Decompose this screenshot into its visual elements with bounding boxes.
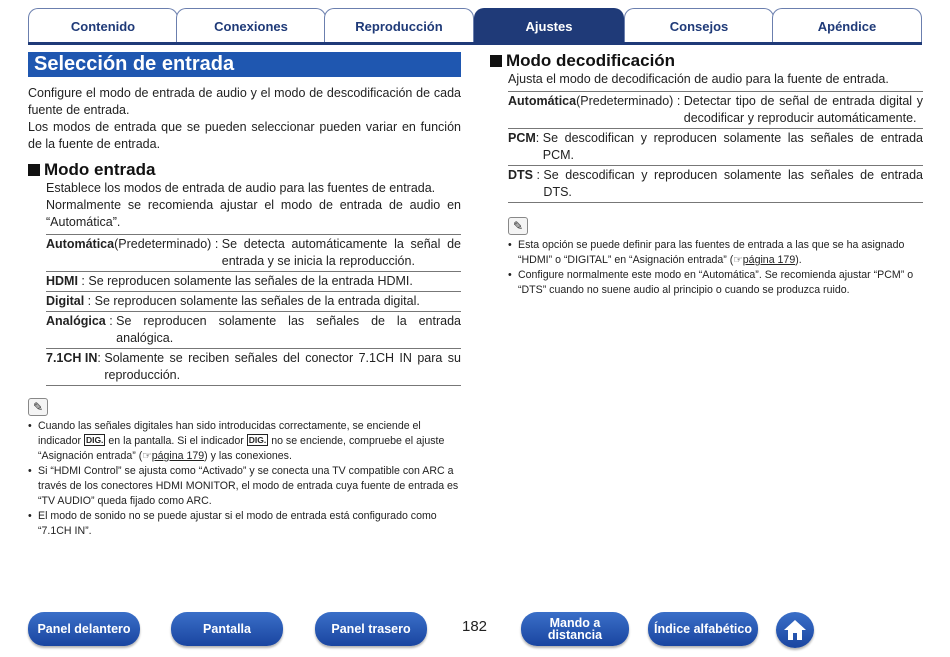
option-row (46, 349, 461, 386)
option-term: Automática (46, 237, 115, 251)
mando-label-line-1: Mando a (549, 616, 601, 630)
home-button[interactable] (776, 612, 814, 648)
panel-trasero-button[interactable]: Panel trasero (315, 612, 427, 646)
page-link[interactable]: página 179 (742, 254, 796, 266)
hand-pointer-icon: ☞ (142, 450, 152, 462)
dig-indicator-badge: DIG. (85, 435, 104, 445)
option-desc: Se reproducen solamente las señales de la entrada analógica. (116, 314, 461, 345)
modo-decodificacion-heading-text: Modo decodificación (506, 51, 676, 70)
mode-entrada-desc-1: Establece los modos de entrada de audio para las fuentes de entrada. (46, 181, 436, 195)
mode-entrada-heading-text: Modo entrada (44, 160, 156, 179)
option-row (46, 292, 461, 312)
option-note: (Predeterminado) (576, 94, 674, 108)
option-separator: : (105, 314, 117, 328)
left-column (28, 52, 461, 539)
option-term: Digital (46, 294, 85, 308)
option-row (508, 129, 923, 166)
notes-list (508, 238, 923, 298)
hand-pointer-icon: ☞ (733, 254, 743, 266)
notes-list (28, 419, 461, 539)
option-row (508, 92, 923, 129)
option-separator: : (673, 94, 684, 108)
mode-entrada-desc-2: Normalmente se recomienda ajustar el modo de entrada de audio en “Automática”. (46, 198, 461, 229)
note-item: • Configure normalmente este modo en “Automática”. Se recomienda ajustar “PCM” o “DTS” cuando no suene audio al principio o cuando se produzca ruido. (508, 268, 923, 298)
option-term: DTS (508, 168, 533, 182)
pantalla-button[interactable]: Pantalla (171, 612, 283, 646)
tab-contenido[interactable]: Contenido (28, 8, 178, 44)
right-column (490, 52, 923, 298)
option-desc: Se reproducen solamente las señales de la entrada digital. (94, 294, 420, 308)
option-term: HDMI (46, 274, 78, 288)
mando-label-line-2: distancia (547, 628, 603, 642)
option-separator: : (211, 237, 222, 251)
tab-reproduccion[interactable]: Reproducción (324, 8, 474, 44)
note-item: • El modo de sonido no se puede ajustar si el modo de entrada está configurado como “7.1CH IN”. (28, 509, 461, 539)
option-separator: : (97, 351, 105, 365)
tab-ajustes[interactable]: Ajustes (474, 8, 624, 44)
dig-indicator-badge: DIG. (248, 435, 267, 445)
pencil-icon: ✎ (28, 398, 48, 416)
option-row (46, 235, 461, 272)
option-separator: : (77, 274, 89, 288)
option-desc: Se descodifican y reproducen solamente las señales de entrada DTS. (543, 168, 923, 199)
option-row (508, 166, 923, 203)
tab-consejos[interactable]: Consejos (624, 8, 774, 44)
modo-decodificacion-desc: Ajusta el modo de decodificación de audio para la fuente de entrada. (508, 72, 889, 86)
square-bullet-icon (490, 55, 502, 67)
pencil-icon: ✎ (508, 217, 528, 235)
tab-underline (28, 42, 922, 45)
note-item: • Esta opción se puede definir para las fuentes de entrada a las que se ha asignado “HDMI” o “DIGITAL” en “Asignación entrada” (☞página 179). (508, 238, 923, 268)
option-term: Automática (508, 94, 577, 108)
option-separator: : (533, 168, 544, 182)
option-desc: Detectar tipo de señal de entrada digital y decodificar y reproducir automáticamente. (683, 94, 923, 125)
option-separator: : (535, 131, 543, 145)
note-item: • Si “HDMI Control” se ajusta como “Activado” y se conecta una TV compatible con ARC a través de los conectores HDMI MONITOR, el modo de entrada cuya fuente de entrada es “TV AUDIO” queda fijado como ARC. (28, 464, 461, 509)
indice-alfabetico-button[interactable]: Índice alfabético (648, 612, 758, 646)
option-note: (Predeterminado) (114, 237, 212, 251)
section-title: Selección de entrada (28, 52, 461, 77)
option-desc: Se descodifican y reproducen solamente las señales de entrada PCM. (542, 131, 923, 162)
option-row (46, 312, 461, 349)
home-icon (782, 618, 808, 642)
option-term: 7.1CH IN (46, 351, 98, 365)
square-bullet-icon (28, 164, 40, 176)
modo-decodificacion-options (508, 91, 923, 203)
note-item: • Cuando las señales digitales han sido introducidas correctamente, se enciende el indicador DIG. en la pantalla. Si el indicador DIG. no se enciende, compruebe el ajuste “Asignación entrada” (☞página 179) y las conexiones. (28, 419, 461, 464)
mode-entrada-options (46, 234, 461, 386)
tab-bar (28, 8, 922, 44)
mode-entrada-heading (28, 160, 461, 180)
option-row (46, 272, 461, 292)
option-term: Analógica (46, 314, 106, 328)
modo-decodificacion-heading (490, 51, 923, 71)
page-link[interactable]: página 179 (151, 450, 205, 462)
option-separator: : (84, 294, 95, 308)
tab-apendice[interactable]: Apéndice (772, 8, 922, 44)
page-number: 182 (462, 618, 488, 635)
mando-a-distancia-button[interactable] (521, 612, 629, 646)
option-term: PCM (508, 131, 536, 145)
option-desc: Se reproducen solamente las señales de la entrada HDMI. (88, 274, 413, 288)
panel-delantero-button[interactable]: Panel delantero (28, 612, 140, 646)
option-desc: Se detecta automáticamente la señal de entrada y se inicia la reproducción. (221, 237, 461, 268)
intro-paragraph-1: Configure el modo de entrada de audio y el modo de descodificación de cada fuente de entrada. (28, 86, 461, 117)
tab-conexiones[interactable]: Conexiones (176, 8, 326, 44)
intro-paragraph-2: Los modos de entrada que se pueden seleccionar pueden variar en función de la fuente de entrada. (28, 120, 461, 151)
option-desc: Solamente se reciben señales del conector 7.1CH IN para su reproducción. (104, 351, 461, 382)
